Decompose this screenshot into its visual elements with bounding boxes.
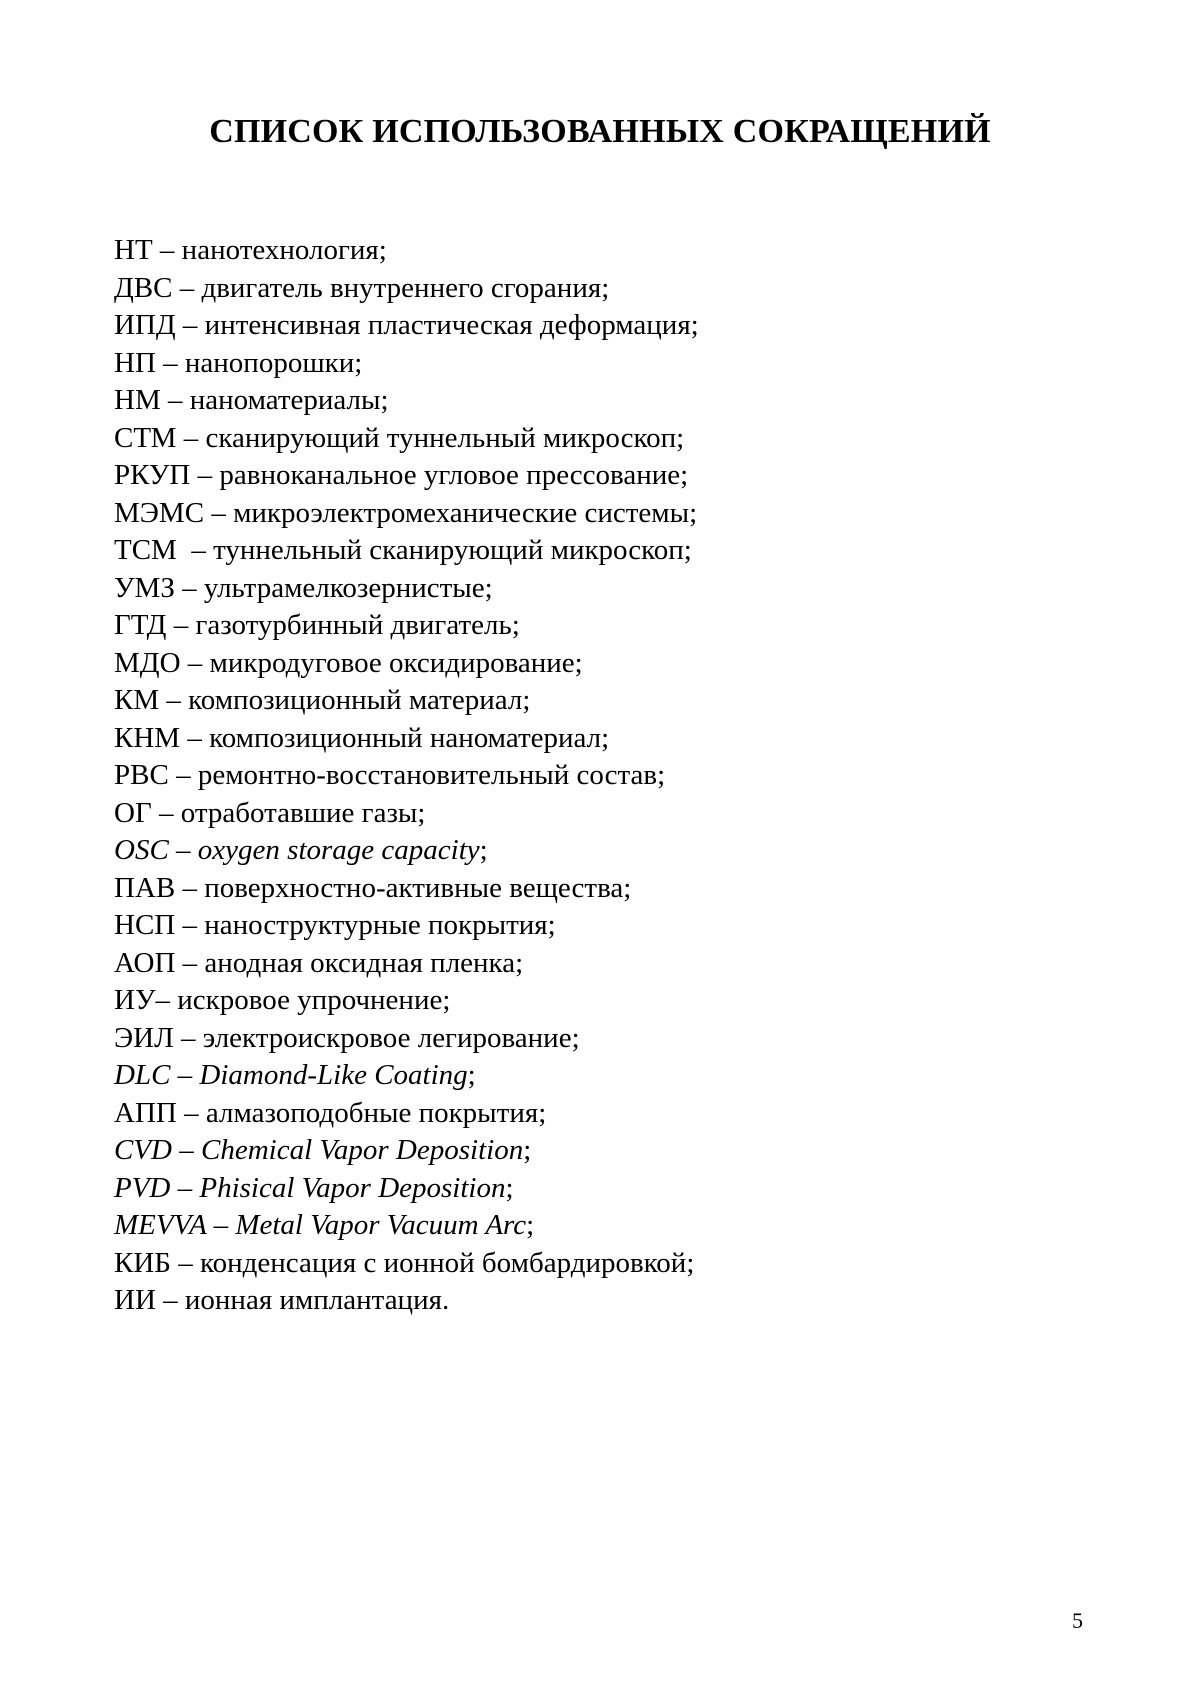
abbreviation-item [114,1207,1114,1245]
abbreviation-term: ЭИЛ [114,1021,174,1054]
abbreviation-meaning: Chemical Vapor Deposition [201,1134,524,1166]
abbreviation-meaning: наноматериалы [189,384,381,416]
abbreviation-meaning: нанотехнология [181,234,379,266]
abbreviation-item [114,870,1114,908]
abbreviation-term: НМ [114,384,161,416]
abbreviation-punctuation: ; [571,1021,580,1054]
abbreviation-punctuation: ; [623,871,632,904]
abbreviation-dash: – [155,1284,185,1316]
abbreviation-meaning: нанопорошки [184,346,355,379]
abbreviation-item [114,345,1114,383]
abbreviation-punctuation: ; [484,571,493,604]
abbreviation-term: РВС [114,759,169,791]
abbreviation-meaning: ремонтно-восстановительный состав [197,759,658,791]
abbreviation-term: МДО [114,646,181,679]
abbreviation-item [114,682,1114,720]
abbreviation-punctuation: ; [676,421,685,454]
abbreviation-meaning: электроискровое легирование [202,1021,572,1054]
abbreviation-dash: – [175,946,205,979]
abbreviation-term: ПАВ [114,871,176,904]
abbreviation-term: ОГ [114,796,152,829]
abbreviation-dash: – [155,346,185,379]
abbreviation-term: ИПД [114,309,176,341]
abbreviation-item [114,795,1114,833]
abbreviation-item [114,532,1114,570]
abbreviation-dash: – [175,909,205,941]
abbreviation-meaning: наноструктурные покрытия [204,909,548,941]
abbreviation-punctuation: ; [538,1096,547,1129]
abbreviation-term: АПП [114,1096,177,1129]
abbreviation-dash: – [166,609,196,641]
abbreviation-punctuation: ; [680,459,689,491]
abbreviation-item [114,907,1114,945]
abbreviation-dash: – [160,384,190,416]
abbreviation-term: НСП [114,909,176,941]
abbreviation-meaning: туннельный сканирующий микроскоп [213,534,684,566]
abbreviation-punctuation: ; [522,684,531,716]
abbreviation-item [114,1095,1114,1133]
abbreviation-item [114,1282,1114,1320]
abbreviation-term: ТСМ [114,534,177,566]
abbreviation-dash: – [175,309,205,341]
abbreviation-term: ГТД [114,609,167,641]
abbreviation-term: DLC [114,1059,171,1091]
abbreviation-meaning: ионная имплантация [184,1284,442,1316]
abbreviation-dash: – [176,534,214,566]
abbreviation-punctuation: ; [689,496,698,529]
abbreviation-term: ДВС [114,271,173,304]
abbreviation-item [114,1170,1114,1208]
abbreviation-dash: – [204,496,234,529]
abbreviation-list [114,232,1114,1320]
page-number: 5 [1072,1608,1083,1633]
abbreviation-meaning: ультрамелкозернистые [203,571,485,604]
abbreviation-punctuation: ; [523,1134,532,1166]
abbreviation-dash: – [176,1096,206,1129]
abbreviation-punctuation: ; [378,234,387,266]
abbreviation-dash: – [159,684,189,716]
abbreviation-term: КМ [114,684,160,716]
abbreviation-meaning: композиционный наноматериал [209,721,602,754]
abbreviation-term: CVD [114,1134,172,1166]
abbreviation-punctuation: ; [601,271,610,304]
abbreviation-meaning: oxygen storage capacity [197,834,480,866]
abbreviation-item [114,832,1114,870]
abbreviation-dash: – [172,271,202,304]
abbreviation-punctuation: ; [547,909,556,941]
abbreviation-punctuation: ; [515,946,524,979]
abbreviation-punctuation: ; [526,1209,535,1241]
abbreviation-item [114,1245,1114,1283]
abbreviation-punctuation: ; [467,1059,476,1091]
abbreviation-term: OSC [114,834,169,866]
abbreviation-meaning: двигатель внутреннего сгорания [201,271,602,304]
abbreviation-dash: – [206,1209,236,1241]
abbreviation-dash: – [168,834,198,866]
abbreviation-item [114,982,1114,1020]
abbreviation-dash: – [170,1246,200,1279]
abbreviation-item [114,607,1114,645]
abbreviation-term: РКУП [114,459,191,491]
abbreviation-term: НТ [114,234,153,266]
abbreviation-punctuation: . [441,1284,450,1316]
abbreviation-meaning: микродуговое оксидирование [209,646,575,679]
abbreviation-item [114,495,1114,533]
abbreviation-item [114,645,1114,683]
abbreviation-term: MEVVA [114,1209,207,1241]
abbreviation-meaning: анодная оксидная пленка [204,946,516,979]
abbreviation-meaning: газотурбинный двигатель [195,609,512,641]
abbreviation-item [114,457,1114,495]
abbreviation-meaning: интенсивная пластическая деформация [204,309,691,341]
abbreviation-meaning: равноканальное угловое прессование [219,459,681,491]
abbreviation-item [114,382,1114,420]
abbreviation-punctuation: ; [686,1246,695,1279]
abbreviation-item [114,270,1114,308]
abbreviation-item [114,1057,1114,1095]
abbreviation-meaning: конденсация с ионной бомбардировкой [199,1246,687,1279]
abbreviation-meaning: отработавшие газы [180,796,418,829]
abbreviation-meaning: алмазоподобные покрытия [205,1096,539,1129]
abbreviation-dash: – [170,1059,200,1091]
abbreviation-meaning: Phisical Vapor Deposition [199,1171,506,1204]
abbreviation-term: АОП [114,946,176,979]
abbreviation-meaning: поверхностно-активные вещества [204,871,624,904]
abbreviation-punctuation: ; [574,646,583,679]
abbreviation-punctuation: ; [511,609,520,641]
abbreviation-item [114,232,1114,270]
abbreviation-punctuation: ; [442,984,451,1016]
abbreviation-punctuation: ; [505,1171,514,1204]
abbreviation-dash: – [155,984,178,1016]
abbreviation-dash: – [151,796,181,829]
abbreviation-term: PVD [114,1171,171,1204]
abbreviation-dash: – [190,459,220,491]
abbreviation-meaning: искровое упрочнение [177,984,443,1016]
abbreviation-meaning: Metal Vapor Vacuum Arc [235,1209,527,1241]
abbreviation-dash: – [173,1021,203,1054]
abbreviation-dash: – [168,759,198,791]
abbreviation-term: КИБ [114,1246,171,1279]
page-title: СПИСОК ИСПОЛЬЗОВАННЫХ СОКРАЩЕНИЙ [209,113,991,150]
abbreviation-item [114,570,1114,608]
abbreviation-dash: – [172,1134,201,1166]
abbreviation-term: СТМ [114,421,177,454]
abbreviation-punctuation: ; [657,759,666,791]
abbreviation-dash: – [180,646,210,679]
abbreviation-term: КНМ [114,721,181,754]
abbreviation-meaning: сканирующий туннельный микроскоп [205,421,677,454]
abbreviation-term: НП [114,346,156,379]
abbreviation-punctuation: ; [417,796,426,829]
abbreviation-meaning: микроэлектромеханические системы [233,496,690,529]
abbreviation-dash: – [170,1171,200,1204]
abbreviation-term: МЭМС [114,496,205,529]
abbreviation-dash: – [152,234,182,266]
abbreviation-punctuation: ; [354,346,363,379]
abbreviation-dash: – [176,421,206,454]
abbreviation-punctuation: ; [479,834,488,866]
abbreviation-item [114,1020,1114,1058]
abbreviation-term: УМЗ [114,571,175,604]
abbreviation-item [114,1132,1114,1170]
abbreviation-punctuation: ; [690,309,699,341]
abbreviation-punctuation: ; [601,721,610,754]
abbreviation-term: ИИ [114,1284,156,1316]
abbreviation-dash: – [174,571,204,604]
abbreviation-punctuation: ; [380,384,389,416]
abbreviation-item [114,757,1114,795]
abbreviation-item [114,720,1114,758]
abbreviation-term: ИУ [114,984,156,1016]
abbreviation-meaning: Diamond-Like Coating [199,1059,468,1091]
abbreviation-item [114,420,1114,458]
abbreviation-dash: – [180,721,210,754]
abbreviation-punctuation: ; [683,534,692,566]
abbreviation-dash: – [175,871,205,904]
abbreviation-item [114,307,1114,345]
abbreviation-meaning: композиционный материал [188,684,523,716]
abbreviation-item [114,945,1114,983]
